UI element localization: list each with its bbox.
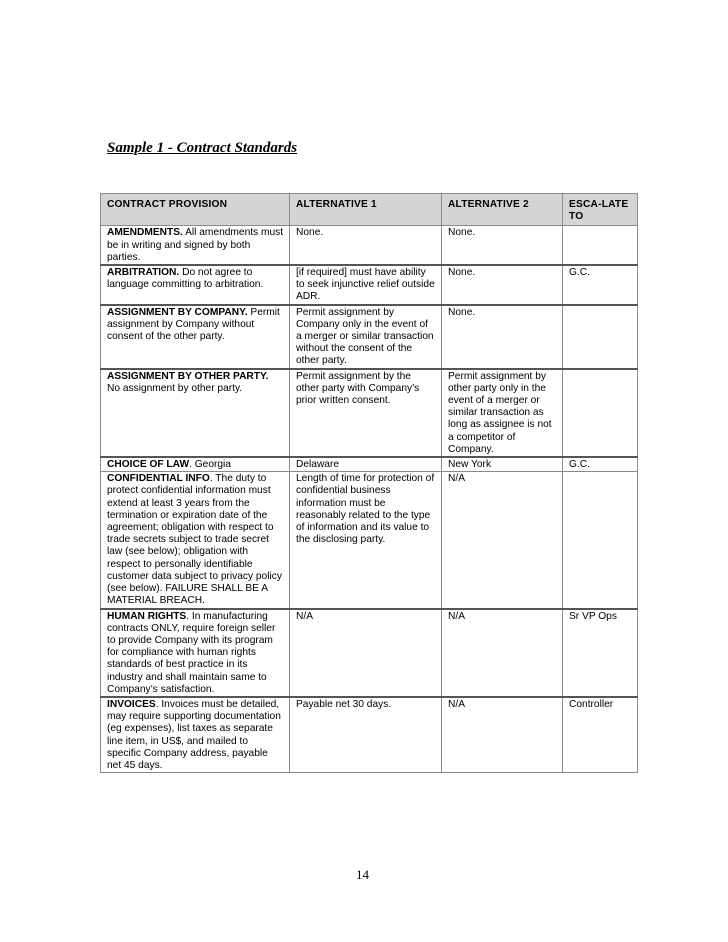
provision-text: . Georgia xyxy=(189,459,231,471)
table-row xyxy=(101,697,638,773)
provision-heading: CONFIDENTIAL INFO xyxy=(107,473,210,485)
provision-heading: ASSIGNMENT BY COMPANY. xyxy=(107,306,248,318)
page-number: 14 xyxy=(356,867,369,882)
alternative-1-cell: Permit assignment by the other party with Company’s prior written consent. xyxy=(290,369,442,457)
table-row xyxy=(101,265,638,305)
provision-cell xyxy=(101,226,290,265)
provision-heading: ASSIGNMENT BY OTHER PARTY. xyxy=(107,370,269,382)
alternative-2-cell: N/A xyxy=(442,472,563,609)
provision-heading: CHOICE OF LAW xyxy=(107,459,190,471)
escalate-cell xyxy=(563,369,638,457)
provision-heading: INVOICES xyxy=(107,698,156,710)
alternative-1-cell: Payable net 30 days. xyxy=(290,697,442,773)
alternative-2-cell: None. xyxy=(442,265,563,305)
provision-text: No assignment by other party. xyxy=(107,382,243,394)
escalate-cell xyxy=(563,305,638,369)
provision-heading: AMENDMENTS. xyxy=(107,227,183,239)
table-row xyxy=(101,609,638,697)
escalate-cell xyxy=(563,472,638,609)
provision-cell xyxy=(101,369,290,457)
table-row xyxy=(101,472,638,609)
provision-cell xyxy=(101,697,290,773)
alternative-1-cell: Permit assignment by Company only in the event of a merger or similar transaction without the consent of the other party. xyxy=(290,305,442,369)
escalate-cell: Controller xyxy=(563,697,638,773)
alternative-2-cell: N/A xyxy=(442,697,563,773)
provision-text: . Invoices must be detailed, may require supporting documentation (eg expenses), list taxes as separate line item, in US$, and mailed to specific Company address, payable net 45 days. xyxy=(107,698,281,771)
provision-cell xyxy=(101,457,290,472)
provision-cell xyxy=(101,305,290,369)
alternative-1-cell: Length of time for protection of confidential business information must be reasonably related to the type of information and its value to the disclosing party. xyxy=(290,472,442,609)
provision-heading: HUMAN RIGHTS xyxy=(107,610,187,622)
table-row xyxy=(101,226,638,265)
provision-text: . In manufacturing contracts ONLY, require foreign seller to provide Company with its program for compliance with human rights standards of best practice in its industry and shall maintain same to Company’s satisfaction. xyxy=(107,610,276,695)
alternative-2-cell: New York xyxy=(442,457,563,472)
table-row xyxy=(101,369,638,457)
header-escalate-to: ESCA-LATE TO xyxy=(563,194,638,226)
alternative-1-cell: Delaware xyxy=(290,457,442,472)
table-row xyxy=(101,305,638,369)
escalate-cell: Sr VP Ops xyxy=(563,609,638,697)
header-contract-provision: CONTRACT PROVISION xyxy=(101,194,290,226)
alternative-1-cell: [if required] must have ability to seek injunctive relief outside ADR. xyxy=(290,265,442,305)
alternative-2-cell: Permit assignment by other party only in the event of a merger or similar transaction as long as assignee is not a competitor of Company. xyxy=(442,369,563,457)
alternative-2-cell: None. xyxy=(442,305,563,369)
header-alternative-1: ALTERNATIVE 1 xyxy=(290,194,442,226)
provision-text: Do not agree to language committing to arbitration. xyxy=(107,267,264,291)
alternative-1-cell: N/A xyxy=(290,609,442,697)
table-header-row xyxy=(101,194,638,226)
alternative-2-cell: None. xyxy=(442,226,563,265)
provision-cell xyxy=(101,609,290,697)
provision-text: All amendments must be in writing and signed by both parties. xyxy=(107,227,284,263)
alternative-1-cell: None. xyxy=(290,226,442,265)
contract-standards-table xyxy=(100,193,638,773)
alternative-2-cell: N/A xyxy=(442,609,563,697)
provision-cell xyxy=(101,472,290,609)
table-row xyxy=(101,457,638,472)
document-title: Sample 1 - Contract Standards xyxy=(107,140,298,156)
escalate-cell xyxy=(563,226,638,265)
header-alternative-2: ALTERNATIVE 2 xyxy=(442,194,563,226)
provision-text: Permit assignment by Company without consent of the other party. xyxy=(107,306,280,343)
escalate-cell: G.C. xyxy=(563,265,638,305)
provision-cell xyxy=(101,265,290,305)
provision-text: . The duty to protect confidential information must extend at least 3 years from the termination or expiration date of the agreement; obligation with respect to trade secrets subject to trade secret law (see below); obligation with respect to personally identifiable customer data subject to privacy policy (see below). FAILURE SHALL BE A MATERIAL BREACH. xyxy=(107,473,282,607)
escalate-cell: G.C. xyxy=(563,457,638,472)
provision-heading: ARBITRATION. xyxy=(107,267,180,279)
